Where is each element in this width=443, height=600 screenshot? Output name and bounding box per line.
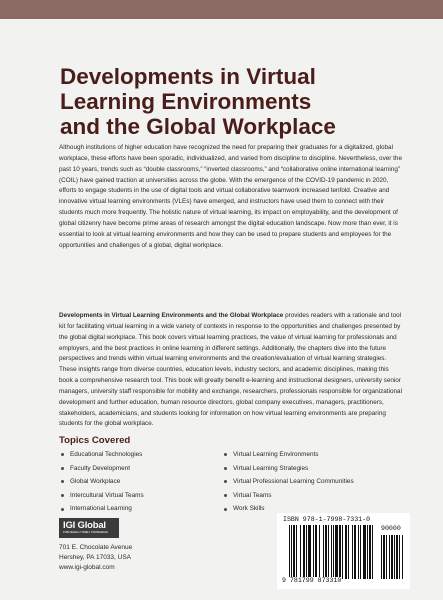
barcode-bar <box>360 525 361 579</box>
barcode-bar <box>335 525 338 579</box>
topic-label: Faculty Development <box>70 464 131 472</box>
barcode-bar <box>389 535 390 579</box>
description-paragraph: Although institutions of higher education have recognized the need for preparing their graduates for a digitalized, global workplace, these efforts have been sporadic, individualized, and varied from discipline to discipline. Nevertheless, over the past 10 years, trends such as “double classrooms,” “inverted classrooms,” and “collaborative online international learning” (COIL) have gained traction at universities across the globe. With the emergence of the COVID-19 pandemic in 2020, efforts to engage students in the use of digital tools and virtual collaborative teamwork increased tenfold. Creative and innovative virtual learning environments (VLEs) have emerged, and instructors have used them to connect with their students much more frequently. The holistic nature of virtual learning, its impact on employability, and the development of global citizenry have become prime areas of research amongst the digital education landscape. Now more than ever, it is essential to look at virtual learning environments and how they can be used to prepare students and employees for the opportunities and challenges of a global, digital workplace. <box>59 144 402 249</box>
bullet-icon <box>224 467 227 470</box>
topic-item <box>224 489 354 503</box>
barcode-bar <box>358 525 359 579</box>
barcode-bar <box>315 525 317 579</box>
topics-list-right <box>224 448 354 516</box>
bullet-icon <box>61 494 64 497</box>
barcode-bar <box>319 525 320 579</box>
barcode-bar <box>396 535 398 579</box>
topic-item <box>224 475 354 489</box>
top-color-band <box>0 0 443 19</box>
topic-label: Virtual Learning Environments <box>233 451 319 458</box>
barcode-bar <box>323 525 324 579</box>
summary-paragraph <box>59 311 404 430</box>
topic-label: International Learning <box>70 505 132 513</box>
barcode-bar <box>306 525 307 579</box>
bullet-icon <box>61 480 64 483</box>
logo-tagline: PUBLISHER of TIMELY KNOWLEDGE <box>63 531 108 534</box>
barcode-bar <box>372 525 373 579</box>
topic-label: Work Skills <box>233 505 265 513</box>
barcode-bar <box>345 525 347 579</box>
title-line: Developments in Virtual <box>60 64 316 89</box>
barcode-bar <box>367 525 368 579</box>
topic-item <box>61 489 144 503</box>
title-line: and the Global Workplace <box>60 114 336 139</box>
barcode-bar <box>339 525 341 579</box>
barcode-bar <box>289 525 290 579</box>
barcode-bar <box>386 535 387 579</box>
book-name-inline: Developments in Virtual Learning Environments and the Global Workplace <box>59 312 284 319</box>
topic-item <box>61 502 144 516</box>
barcode-bar <box>303 525 305 579</box>
topic-label: Virtual Teams <box>233 491 272 499</box>
topic-label: Educational Technologies <box>70 451 143 458</box>
barcode-bar <box>369 525 371 579</box>
barcode-bar <box>383 535 385 579</box>
barcode-bar <box>308 525 311 579</box>
bullet-icon <box>61 453 64 456</box>
title-line: Learning Environments <box>60 89 312 114</box>
publisher-address <box>59 543 132 572</box>
barcode-bar <box>325 525 327 579</box>
barcode-digits-text: 9 781799 873310 <box>282 577 342 584</box>
barcode-bar <box>399 535 400 579</box>
topic-item <box>224 448 354 462</box>
summary-text: provides readers with a rationale and tool kit for facilitating virtual learning in a wide variety of contexts in response to the opportunities and challenges presented by the global digital workplace. This book covers virtual learning practices, the value of virtual learning for professionals and employers, and the best practices in online learning in different settings. Additionally, the chapters dive into the future perspectives and trends within virtual learning environments and the creation/evaluation of virtual learning strategies. These insights range from diverse countries, education levels, industry sectors, and academic disciplines, making this book a comprehensive research tool. This book will greatly benefit e-learning and instructional designers, university senior managers, university staff responsible for mobility and exchange, researchers, professionals responsible for organizational development and further education, human resource directors, global company executives, managers, practitioners, stakeholders, academicians, and students looking for information on how virtual learning environments are preparing students for the global workplace. <box>59 312 402 428</box>
topic-item <box>61 475 144 489</box>
barcode-bar <box>381 535 382 579</box>
barcode-bar <box>363 525 366 579</box>
barcode-bar <box>354 525 356 579</box>
topic-label: Global Workplace <box>70 478 121 486</box>
topic-label: Virtual Learning Strategies <box>233 464 309 472</box>
barcode-bar <box>391 535 393 579</box>
barcode-bar <box>348 525 349 579</box>
publisher-website: www.igi-global.com <box>59 563 115 571</box>
topic-item <box>224 462 354 476</box>
address-line: Hershey, PA 17033, USA <box>59 553 132 561</box>
barcode-bar <box>291 525 292 579</box>
topic-item <box>61 448 144 462</box>
barcode-bar <box>313 525 314 579</box>
bullet-icon <box>224 508 227 511</box>
topic-item <box>61 462 144 476</box>
bullet-icon <box>224 453 227 456</box>
barcode-bar <box>296 525 297 579</box>
topics-list-left <box>61 448 144 516</box>
topic-label: Virtual Professional Learning Communities <box>233 478 354 486</box>
topics-heading: Topics Covered <box>59 435 131 446</box>
bullet-icon <box>224 494 227 497</box>
barcode-bar <box>293 525 295 579</box>
barcode-bar <box>328 525 329 579</box>
price-barcode-bars <box>381 535 407 579</box>
book-title <box>60 64 400 139</box>
logo-name: IGI Global <box>63 520 106 531</box>
price-code-text: 90000 <box>381 525 401 532</box>
barcode-bar <box>333 525 334 579</box>
barcode-bar <box>342 525 343 579</box>
barcode-bar <box>352 525 353 579</box>
isbn-text: ISBN 978-1-7998-7331-0 <box>283 516 371 523</box>
barcode-bar <box>331 525 332 579</box>
barcode-bars <box>289 525 377 579</box>
bullet-icon <box>61 508 64 511</box>
publisher-logo <box>59 518 119 538</box>
barcode-bar <box>394 535 395 579</box>
barcode-bar <box>300 525 301 579</box>
barcode-bar <box>402 535 403 579</box>
bullet-icon <box>224 480 227 483</box>
address-line: 701 E. Chocolate Avenue <box>59 544 133 551</box>
isbn-barcode <box>277 513 410 589</box>
bullet-icon <box>61 467 64 470</box>
topic-label: Intercultural Virtual Teams <box>70 491 144 499</box>
